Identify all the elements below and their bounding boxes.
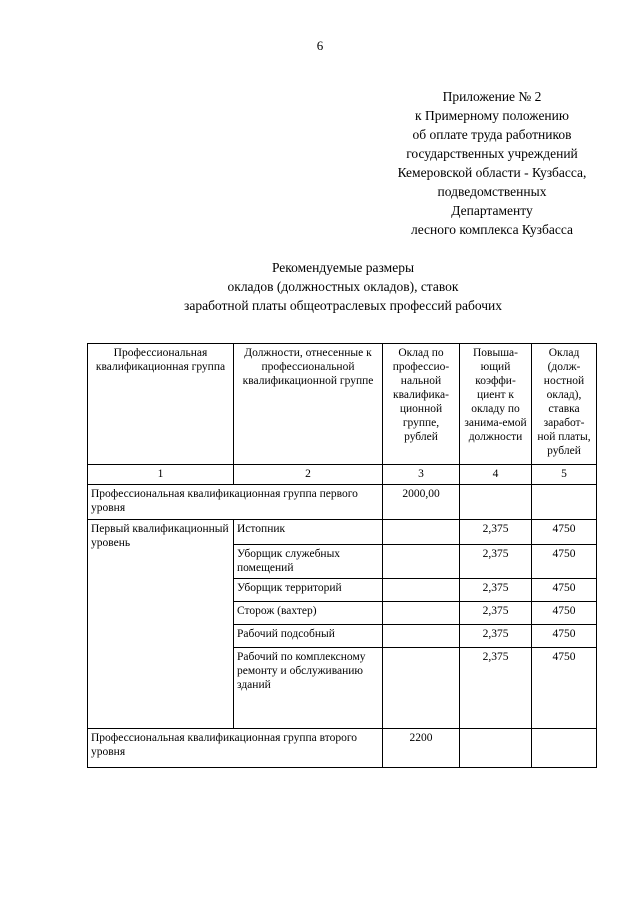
coef-cell: 2,375 [460,545,532,579]
header-cell: Должности, отнесенные к профессиональной квалификационной группе [234,344,383,465]
appendix-line: государственных учреждений [406,146,578,161]
group-salary: 2000,00 [383,485,460,520]
level-name: Первый квалификационный уровень [88,520,234,729]
coef-cell: 2,375 [460,579,532,602]
empty-cell [460,485,532,520]
appendix-line: Приложение № 2 [442,89,542,104]
header-row [88,344,597,465]
appendix-line: лесного комплекса Кузбасса [410,222,574,237]
total-cell: 4750 [532,602,597,625]
table-row [88,520,597,545]
coef-cell: 2,375 [460,602,532,625]
column-number: 2 [234,465,383,485]
coef-cell: 2,375 [460,520,532,545]
coef-cell: 2,375 [460,625,532,648]
empty-cell [532,485,597,520]
appendix-line: к Примерному положению [415,108,569,123]
empty-cell [383,648,460,729]
column-number: 1 [88,465,234,485]
appendix-heading [350,87,634,239]
position-cell: Рабочий по комплексному ремонту и обслуживанию зданий [234,648,383,729]
coef-cell: 2,375 [460,648,532,729]
appendix-line: подведомственных [437,184,547,199]
title-line: окладов (должностных окладов), ставок [227,279,459,294]
column-number: 3 [383,465,460,485]
position-cell: Уборщик служебных помещений [234,545,383,579]
group-salary: 2200 [383,729,460,768]
position-cell: Уборщик территорий [234,579,383,602]
position-cell: Истопник [234,520,383,545]
group-name: Профессиональная квалификационная группа второго уровня [88,729,383,768]
total-cell: 4750 [532,648,597,729]
empty-cell [383,520,460,545]
empty-cell [383,579,460,602]
total-cell: 4750 [532,520,597,545]
title-line: заработной платы общеотраслевых профессий рабочих [184,298,502,313]
total-cell: 4750 [532,579,597,602]
header-cell: Оклад по профессио-нальной квалифика-ционной группе, рублей [383,344,460,465]
total-cell: 4750 [532,545,597,579]
appendix-line: об оплате труда работников [412,127,572,142]
group-row [88,729,597,768]
page-number: 6 [316,38,324,53]
group-name: Профессиональная квалификационная группа первого уровня [88,485,383,520]
position-cell: Сторож (вахтер) [234,602,383,625]
position-cell: Рабочий подсобный [234,625,383,648]
column-number: 4 [460,465,532,485]
group-row [88,485,597,520]
salary-table [87,343,597,768]
empty-cell [383,625,460,648]
title-line: Рекомендуемые размеры [271,260,415,275]
header-cell: Оклад (долж-ностной оклад), ставка заработ-ной платы, рублей [532,344,597,465]
empty-cell [460,729,532,768]
header-cell: Профессиональная квалификационная группа [88,344,234,465]
appendix-line: Департаменту [451,203,533,218]
empty-cell [383,545,460,579]
total-cell: 4750 [532,625,597,648]
document-title [0,258,640,315]
header-cell: Повыша-ющий коэффи-циент к окладу по занима-емой должности [460,344,532,465]
appendix-line: Кемеровской области - Кузбасса, [397,165,587,180]
empty-cell [532,729,597,768]
column-number: 5 [532,465,597,485]
column-number-row [88,465,597,485]
empty-cell [383,602,460,625]
